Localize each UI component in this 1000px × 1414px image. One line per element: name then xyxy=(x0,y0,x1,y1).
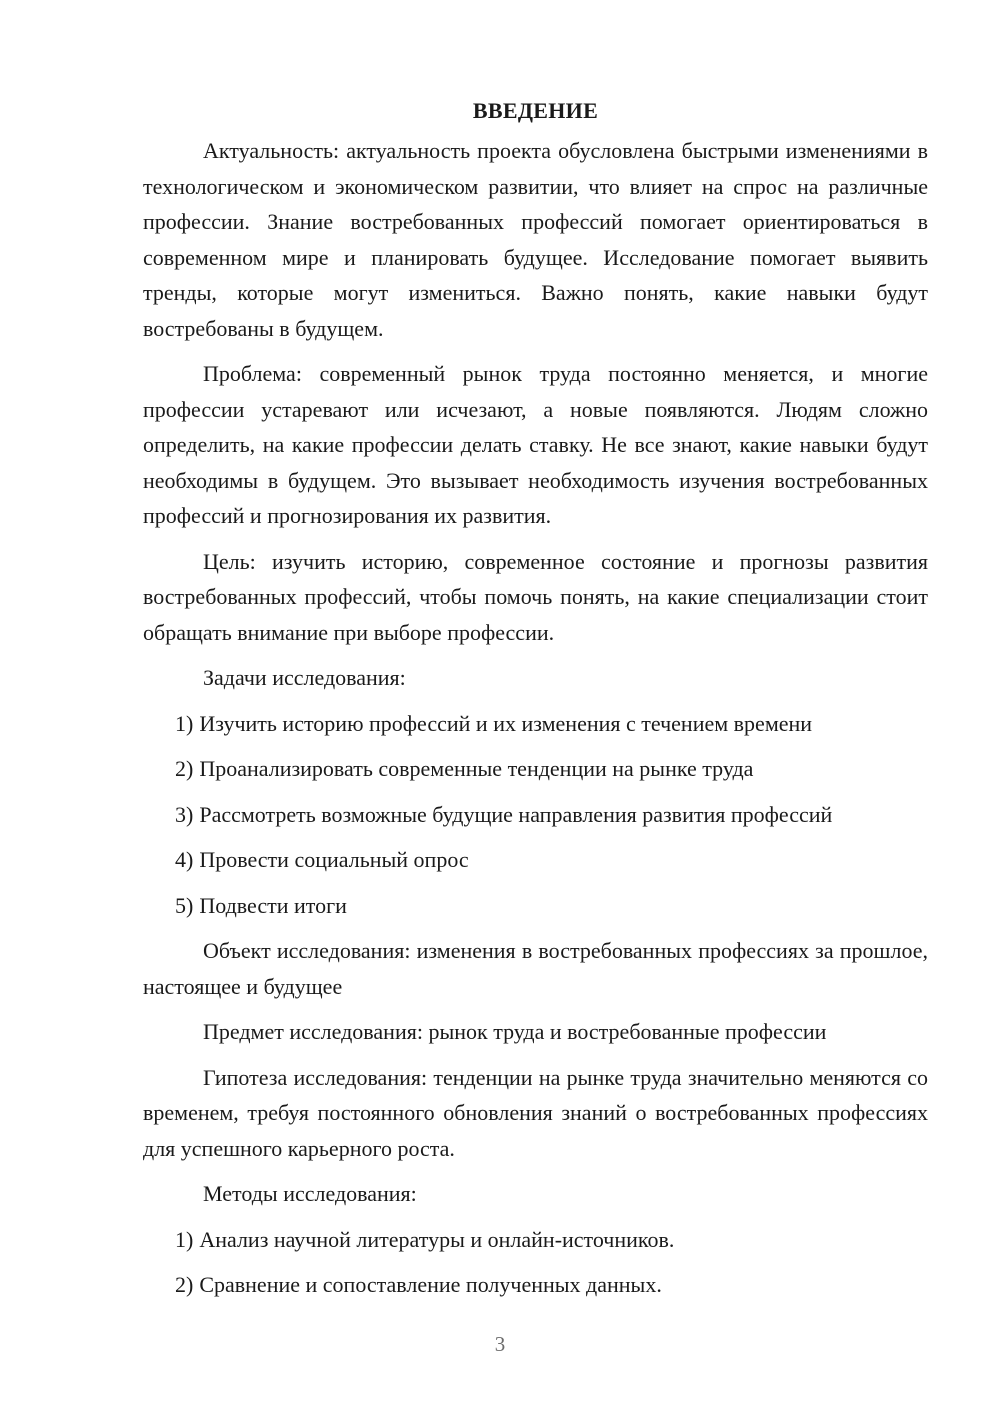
task-text: Изучить историю профессий и их изменения с течением времени xyxy=(199,710,813,736)
relevance-paragraph: Актуальность: актуальность проекта обусловлена быстрыми изменениями в технологическом и экономическом развитии, что влияет на спрос на различные профессии. Знание востребованных профессий помогает ориентироваться в современном мире и планировать будущее. Исследование помогает выявить тренды, которые могут измениться. Важно понять, какие навыки будут востребованы в будущем. xyxy=(143,138,928,341)
task-item xyxy=(175,797,928,833)
tasks-title: Задачи исследования: xyxy=(203,665,406,690)
task-item xyxy=(175,888,928,924)
task-item xyxy=(175,842,928,878)
method-text: Анализ научной литературы и онлайн-источников. xyxy=(199,1226,675,1252)
method-number: 1) xyxy=(175,1226,194,1252)
task-text: Рассмотреть возможные будущие направления развития профессий xyxy=(199,801,833,827)
tasks-list xyxy=(143,706,928,924)
hypothesis-paragraph: Гипотеза исследования: тенденции на рынке труда значительно меняются со временем, требуя постоянного обновления знаний о востребованных профессиях для успешного карьерного роста. xyxy=(143,1064,928,1161)
task-number: 3) xyxy=(175,801,194,827)
methods-list xyxy=(143,1222,928,1303)
task-text: Подвести итоги xyxy=(199,892,347,918)
method-item xyxy=(175,1267,928,1303)
document-page xyxy=(143,96,928,1313)
task-number: 1) xyxy=(175,710,194,736)
section-heading: ВВЕДЕНИЕ xyxy=(472,98,599,123)
task-item xyxy=(175,706,928,742)
methods-title: Методы исследования: xyxy=(203,1181,417,1206)
task-item xyxy=(175,751,928,787)
goal-paragraph: Цель: изучить историю, современное состояние и прогнозы развития востребованных профессий, чтобы помочь понять, на какие специализации стоит обращать внимание при выборе профессии. xyxy=(143,548,928,645)
page-number: 3 xyxy=(494,1332,506,1356)
task-number: 5) xyxy=(175,892,194,918)
subject-paragraph: Предмет исследования: рынок труда и востребованные профессии xyxy=(203,1019,827,1044)
task-text: Провести социальный опрос xyxy=(199,847,469,872)
method-number: 2) xyxy=(175,1272,194,1297)
method-text: Сравнение и сопоставление полученных данных. xyxy=(199,1272,662,1297)
task-number: 2) xyxy=(175,756,194,781)
method-item xyxy=(175,1222,928,1258)
object-paragraph: Объект исследования: изменения в востребованных профессиях за прошлое, настоящее и будущее xyxy=(143,938,928,999)
problem-paragraph: Проблема: современный рынок труда постоянно меняется, и многие профессии устаревают или исчезают, а новые появляются. Людям сложно определить, на какие профессии делать ставку. Не все знают, какие навыки будут необходимы в будущем. Это вызывает необходимость изучения востребованных профессий и прогнозирования их развития. xyxy=(143,361,928,528)
task-number: 4) xyxy=(175,847,194,872)
task-text: Проанализировать современные тенденции на рынке труда xyxy=(199,756,754,781)
